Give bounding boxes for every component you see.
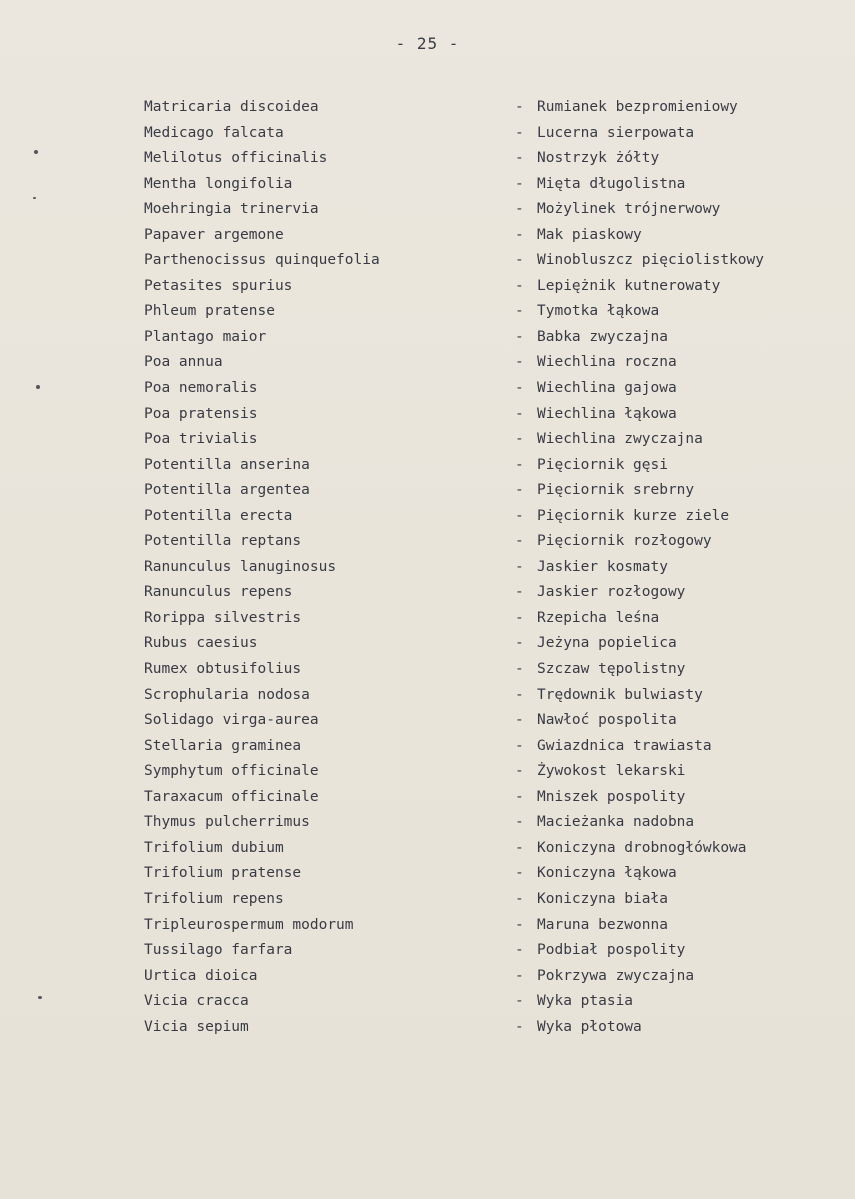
polish-name: Mak piaskowy: [537, 226, 642, 243]
polish-name: Nawłoć pospolita: [537, 712, 677, 729]
polish-name: Mięta długolistna: [537, 175, 686, 192]
separator-dash: -: [515, 201, 524, 218]
species-row: [144, 683, 824, 709]
paper-speck: [34, 150, 38, 154]
polish-name: Rzepicha leśna: [537, 609, 660, 626]
species-row: [144, 325, 824, 351]
polish-name: Pięciornik srebrny: [537, 482, 695, 499]
separator-dash: -: [515, 1018, 524, 1035]
separator-dash: -: [515, 507, 524, 524]
latin-name: Ranunculus repens: [144, 584, 293, 601]
latin-name: Poa trivialis: [144, 431, 258, 448]
polish-name: Żywokost lekarski: [537, 763, 686, 780]
species-row: [144, 913, 824, 939]
species-row: [144, 861, 824, 887]
species-row: [144, 223, 824, 249]
latin-name: Stellaria graminea: [144, 737, 302, 754]
species-row: [144, 299, 824, 325]
latin-name: Scrophularia nodosa: [144, 686, 310, 703]
polish-name: Jeżyna popielica: [537, 635, 677, 652]
latin-name: Trifolium pratense: [144, 865, 302, 882]
polish-name: Maruna bezwonna: [537, 916, 668, 933]
polish-name: Możylinek trójnerwowy: [537, 201, 721, 218]
polish-name: Lucerna sierpowata: [537, 124, 695, 141]
polish-name: Jaskier kosmaty: [537, 558, 668, 575]
polish-name: Wiechlina roczna: [537, 354, 677, 371]
latin-name: Mentha longifolia: [144, 175, 293, 192]
latin-name: Moehringia trinervia: [144, 201, 319, 218]
species-row: [144, 836, 824, 862]
polish-name: Nostrzyk żółty: [537, 150, 660, 167]
separator-dash: -: [515, 252, 524, 269]
polish-name: Koniczyna biała: [537, 890, 668, 907]
latin-name: Poa pratensis: [144, 405, 258, 422]
polish-name: Wyka płotowa: [537, 1018, 642, 1035]
separator-dash: -: [515, 712, 524, 729]
species-row: [144, 580, 824, 606]
species-row: [144, 95, 824, 121]
latin-name: Trifolium repens: [144, 890, 284, 907]
separator-dash: -: [515, 814, 524, 831]
species-row: [144, 631, 824, 657]
species-row: [144, 376, 824, 402]
latin-name: Rubus caesius: [144, 635, 258, 652]
latin-name: Trifolium dubium: [144, 839, 284, 856]
separator-dash: -: [515, 533, 524, 550]
latin-name: Matricaria discoidea: [144, 99, 319, 115]
species-row: [144, 197, 824, 223]
polish-name: Mniszek pospolity: [537, 788, 686, 805]
polish-name: Wiechlina łąkowa: [537, 405, 677, 422]
latin-name: Vicia cracca: [144, 993, 249, 1010]
polish-name: Wiechlina zwyczajna: [537, 431, 703, 448]
species-row: [144, 427, 824, 453]
species-row: [144, 350, 824, 376]
separator-dash: -: [515, 890, 524, 907]
polish-name: Babka zwyczajna: [537, 328, 668, 345]
latin-name: Melilotus officinalis: [144, 150, 328, 167]
polish-name: Wyka ptasia: [537, 993, 634, 1010]
species-row: [144, 734, 824, 760]
separator-dash: -: [515, 482, 524, 499]
separator-dash: -: [515, 277, 524, 294]
species-row: [144, 989, 824, 1015]
separator-dash: -: [515, 865, 524, 882]
latin-name: Parthenocissus quinquefolia: [144, 252, 380, 269]
separator-dash: -: [515, 993, 524, 1010]
species-row: [144, 172, 824, 198]
latin-name: Rumex obtusifolius: [144, 661, 302, 678]
species-row: [144, 810, 824, 836]
latin-name: Poa nemoralis: [144, 380, 258, 397]
polish-name: Gwiazdnica trawiasta: [537, 737, 712, 754]
polish-name: Trędownik bulwiasty: [537, 686, 703, 703]
separator-dash: -: [515, 431, 524, 448]
species-row: [144, 1015, 824, 1041]
separator-dash: -: [515, 124, 524, 141]
paper-speck: [38, 996, 42, 999]
latin-name: Thymus pulcherrimus: [144, 814, 310, 831]
polish-name: Podbiał pospolity: [537, 942, 686, 959]
species-row: [144, 274, 824, 300]
latin-name: Taraxacum officinale: [144, 788, 319, 805]
separator-dash: -: [515, 661, 524, 678]
species-row: [144, 402, 824, 428]
species-list: [144, 95, 824, 1040]
separator-dash: -: [515, 686, 524, 703]
polish-name: Jaskier rozłogowy: [537, 584, 686, 601]
latin-name: Urtica dioica: [144, 967, 258, 984]
species-row: [144, 146, 824, 172]
separator-dash: -: [515, 354, 524, 371]
separator-dash: -: [515, 942, 524, 959]
species-row: [144, 555, 824, 581]
latin-name: Tripleurospermum modorum: [144, 916, 354, 933]
species-row: [144, 657, 824, 683]
latin-name: Petasites spurius: [144, 277, 293, 294]
latin-name: Potentilla erecta: [144, 507, 293, 524]
separator-dash: -: [515, 175, 524, 192]
species-row: [144, 708, 824, 734]
latin-name: Potentilla anserina: [144, 456, 310, 473]
species-row: [144, 759, 824, 785]
separator-dash: -: [515, 609, 524, 626]
separator-dash: -: [515, 99, 524, 115]
separator-dash: -: [515, 788, 524, 805]
species-row: [144, 478, 824, 504]
species-row: [144, 887, 824, 913]
latin-name: Papaver argemone: [144, 226, 284, 243]
latin-name: Tussilago farfara: [144, 942, 293, 959]
polish-name: Lepiężnik kutnerowaty: [537, 277, 721, 294]
species-row: [144, 121, 824, 147]
species-row: [144, 964, 824, 990]
latin-name: Phleum pratense: [144, 303, 275, 320]
species-row: [144, 453, 824, 479]
polish-name: Szczaw tępolistny: [537, 661, 686, 678]
polish-name: Winobluszcz pięciolistkowy: [537, 252, 764, 269]
species-row: [144, 248, 824, 274]
separator-dash: -: [515, 303, 524, 320]
latin-name: Medicago falcata: [144, 124, 284, 141]
latin-name: Vicia sepium: [144, 1018, 249, 1035]
separator-dash: -: [515, 584, 524, 601]
latin-name: Potentilla argentea: [144, 482, 310, 499]
separator-dash: -: [515, 405, 524, 422]
paper-speck: [36, 385, 40, 389]
latin-name: Poa annua: [144, 354, 223, 371]
species-row: [144, 938, 824, 964]
page-number: - 25 -: [395, 34, 460, 53]
polish-name: Macieżanka nadobna: [537, 814, 695, 831]
separator-dash: -: [515, 226, 524, 243]
species-row: [144, 529, 824, 555]
latin-name: Symphytum officinale: [144, 763, 319, 780]
separator-dash: -: [515, 763, 524, 780]
latin-name: Potentilla reptans: [144, 533, 302, 550]
separator-dash: -: [515, 456, 524, 473]
latin-name: Ranunculus lanuginosus: [144, 558, 337, 575]
polish-name: Rumianek bezpromieniowy: [537, 99, 738, 115]
separator-dash: -: [515, 967, 524, 984]
polish-name: Pięciornik rozłogowy: [537, 533, 712, 550]
latin-name: Plantago maior: [144, 328, 267, 345]
polish-name: Koniczyna drobnogłówkowa: [537, 839, 747, 856]
polish-name: Pięciornik gęsi: [537, 456, 668, 473]
separator-dash: -: [515, 635, 524, 652]
species-row: [144, 504, 824, 530]
latin-name: Solidago virga-aurea: [144, 712, 319, 729]
species-row: [144, 606, 824, 632]
latin-name: Rorippa silvestris: [144, 609, 302, 626]
separator-dash: -: [515, 328, 524, 345]
separator-dash: -: [515, 150, 524, 167]
separator-dash: -: [515, 916, 524, 933]
species-row: [144, 785, 824, 811]
polish-name: Wiechlina gajowa: [537, 380, 677, 397]
polish-name: Pokrzywa zwyczajna: [537, 967, 695, 984]
polish-name: Tymotka łąkowa: [537, 303, 660, 320]
separator-dash: -: [515, 380, 524, 397]
polish-name: Koniczyna łąkowa: [537, 865, 677, 882]
polish-name: Pięciornik kurze ziele: [537, 507, 730, 524]
separator-dash: -: [515, 558, 524, 575]
separator-dash: -: [515, 737, 524, 754]
paper-speck: [33, 197, 36, 199]
separator-dash: -: [515, 839, 524, 856]
